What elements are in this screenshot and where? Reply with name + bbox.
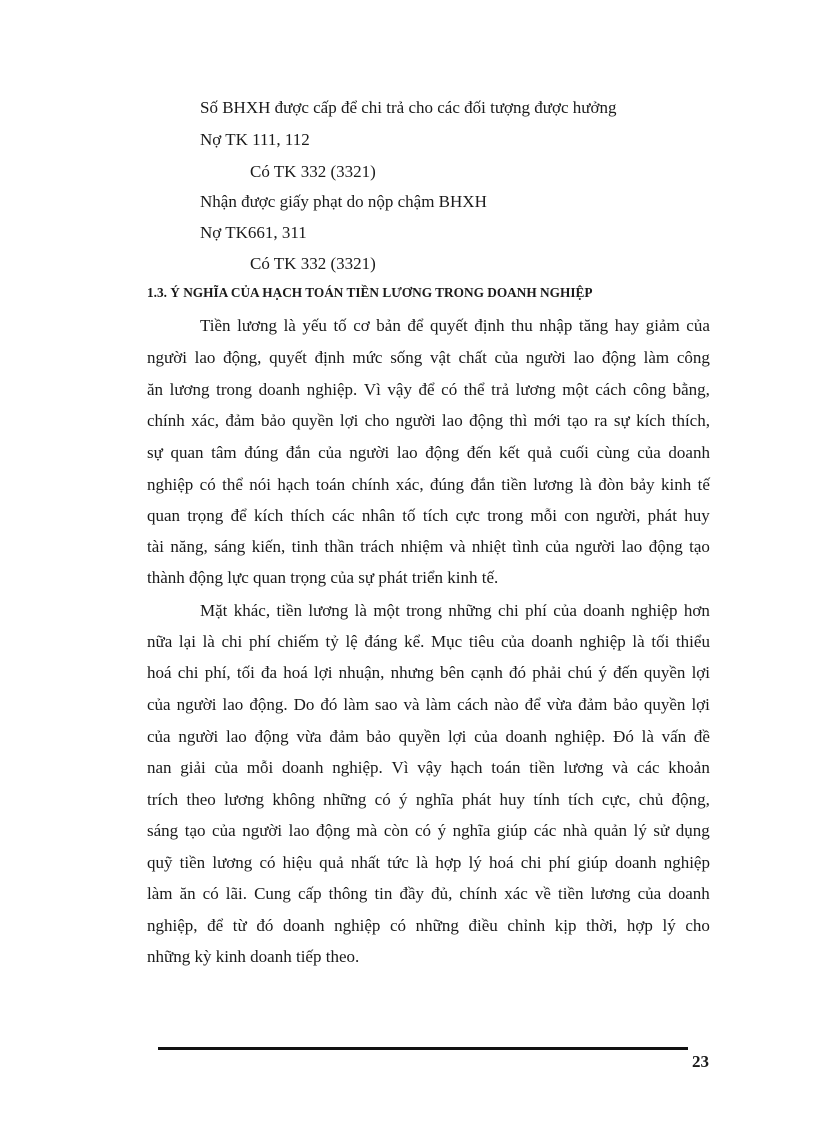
paragraph-line: quỹ tiền lương có hiệu quả nhất tức là hợp lý hoá chi phí giúp doanh nghiệp: [147, 853, 710, 872]
entry-line: Có TK 332 (3321): [250, 254, 376, 273]
paragraph-line: hoá chi phí, tối đa hoá lợi nhuận, nhưng bên cạnh đó phải chú ý đến quyền lợi: [147, 663, 710, 682]
paragraph-line: người lao động, quyết định mức sống vật chất của người lao động làm công: [147, 348, 710, 367]
entry-line: Số BHXH được cấp để chi trả cho các đối tượng được hưởng: [200, 98, 617, 117]
paragraph-line: quan trọng để kích thích các nhân tố tích cực trong mỗi con người, phát huy: [147, 506, 710, 525]
paragraph-line: nữa lại là chi phí chiếm tỷ lệ đáng kể. Mục tiêu của doanh nghiệp là tối thiểu: [147, 632, 710, 651]
entry-line: Có TK 332 (3321): [250, 162, 376, 181]
entry-line: Nợ TK661, 311: [200, 223, 307, 242]
paragraph-line: sự quan tâm đúng đắn của người lao động đến kết quả cuối cùng của doanh: [147, 443, 710, 462]
paragraph-line: làm ăn có lãi. Cung cấp thông tin đầy đủ, chính xác về tiền lương của doanh: [147, 884, 710, 903]
paragraph-line: tài năng, sáng kiến, tinh thần trách nhiệm và nhiệt tình của người lao động tạo: [147, 537, 710, 556]
paragraph-line: Mặt khác, tiền lương là một trong những chi phí của doanh nghiệp hơn: [200, 601, 710, 620]
paragraph-line: của người lao động. Do đó làm sao và làm cách nào để vừa đảm bảo quyền lợi: [147, 695, 710, 714]
page-number: 23: [692, 1052, 709, 1071]
paragraph-line: trích theo lương không những có ý nghĩa phát huy tính tích cực, chủ động,: [147, 790, 710, 809]
section-heading: 1.3. Ý NGHĨA CỦA HẠCH TOÁN TIỀN LƯƠNG TRONG DOANH NGHIỆP: [147, 285, 593, 300]
paragraph-line: Tiền lương là yếu tố cơ bản để quyết định thu nhập tăng hay giảm của: [200, 316, 710, 335]
paragraph-line: ăn lương trong doanh nghiệp. Vì vậy để có thể trả lương một cách công bằng,: [147, 380, 710, 399]
paragraph-line: nghiệp, để từ đó doanh nghiệp có những điều chỉnh kịp thời, hợp lý cho: [147, 916, 710, 935]
paragraph-line: chính xác, đảm bảo quyền lợi cho người lao động thì mới tạo ra sự kích thích,: [147, 411, 710, 430]
paragraph-line: những kỳ kinh doanh tiếp theo.: [147, 947, 360, 966]
paragraph-line: sáng tạo của người lao động mà còn có ý nghĩa giúp các nhà quản lý sử dụng: [147, 821, 710, 840]
paragraph-line: nan giải của mỗi doanh nghiệp. Vì vậy hạch toán tiền lương và các khoản: [147, 758, 710, 777]
footer-rule: [158, 1047, 688, 1050]
entry-line: Nhận được giấy phạt do nộp chậm BHXH: [200, 192, 487, 211]
paragraph-line: của người lao động vừa đảm bảo quyền lợi của doanh nghiệp. Đó là vấn đề: [147, 727, 710, 746]
paragraph-line: nghiệp có thể nói hạch toán chính xác, đúng đắn tiền lương là đòn bảy kinh tế: [147, 475, 710, 494]
paragraph-line: thành động lực quan trọng của sự phát triển kinh tế.: [147, 568, 499, 587]
entry-line: Nợ TK 111, 112: [200, 130, 310, 149]
